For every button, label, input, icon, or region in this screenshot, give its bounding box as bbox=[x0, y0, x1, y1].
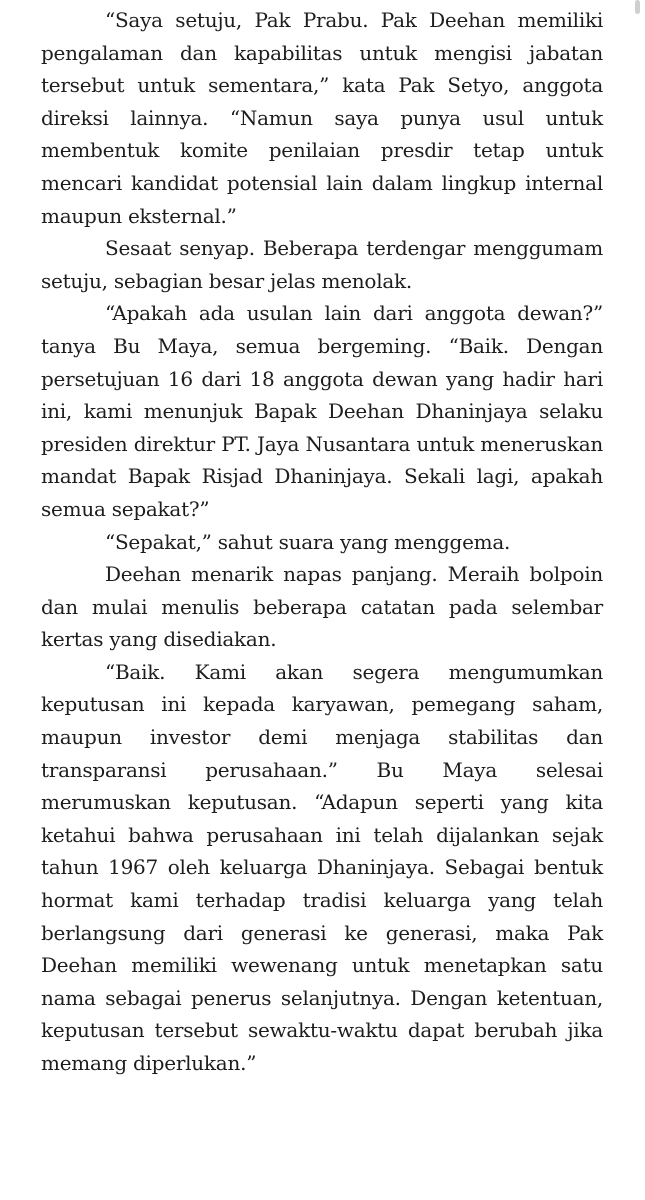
paragraph: “Baik. Kami akan segera mengumumkan keputusan ini kepada karyawan, pemegang saham, maupun investor demi menjaga stabilitas dan transparansi perusahaan.” Bu Maya selesai merumuskan keputusan. “Adapun seperti yang kita ketahui bahwa perusahaan ini telah dijalankan sejak tahun 1967 oleh keluarga Dhaninjaya. Sebagai bentuk hormat kami terhadap tradisi keluarga yang telah berlangsung dari generasi ke generasi, maka Pak Deehan memiliki wewenang untuk menetapkan satu nama sebagai penerus selanjutnya. Dengan ketentuan, keputusan tersebut sewaktu-waktu dapat berubah jika memang diperlukan.” bbox=[41, 659, 603, 1075]
paragraph: Deehan menarik napas panjang. Meraih bolpoin dan mulai menulis beberapa catatan pada selembar kertas yang disediakan. bbox=[41, 562, 603, 652]
paragraph: “Sepakat,” sahut suara yang menggema. bbox=[105, 529, 511, 554]
text-column bbox=[41, 4, 603, 1080]
paragraph: Sesaat senyap. Beberapa terdengar menggumam setuju, sebagian besar jelas menolak. bbox=[41, 236, 603, 293]
scroll-indicator[interactable] bbox=[635, 0, 640, 14]
paragraph: “Saya setuju, Pak Prabu. Pak Deehan memiliki pengalaman dan kapabilitas untuk mengisi jabatan tersebut untuk sementara,” kata Pak Setyo, anggota direksi lainnya. “Namun saya punya usul untuk membentuk komite penilaian presdir tetap untuk mencari kandidat potensial lain dalam lingkup internal maupun eksternal.” bbox=[41, 8, 603, 228]
paragraph: “Apakah ada usulan lain dari anggota dewan?” tanya Bu Maya, semua bergeming. “Baik. Dengan persetujuan 16 dari 18 anggota dewan yang hadir hari ini, kami menunjuk Bapak Deehan Dhaninjaya selaku presiden direktur PT. Jaya Nusantara untuk meneruskan mandat Bapak Risjad Dhaninjaya. Sekali lagi, apakah semua sepakat?” bbox=[41, 301, 603, 521]
